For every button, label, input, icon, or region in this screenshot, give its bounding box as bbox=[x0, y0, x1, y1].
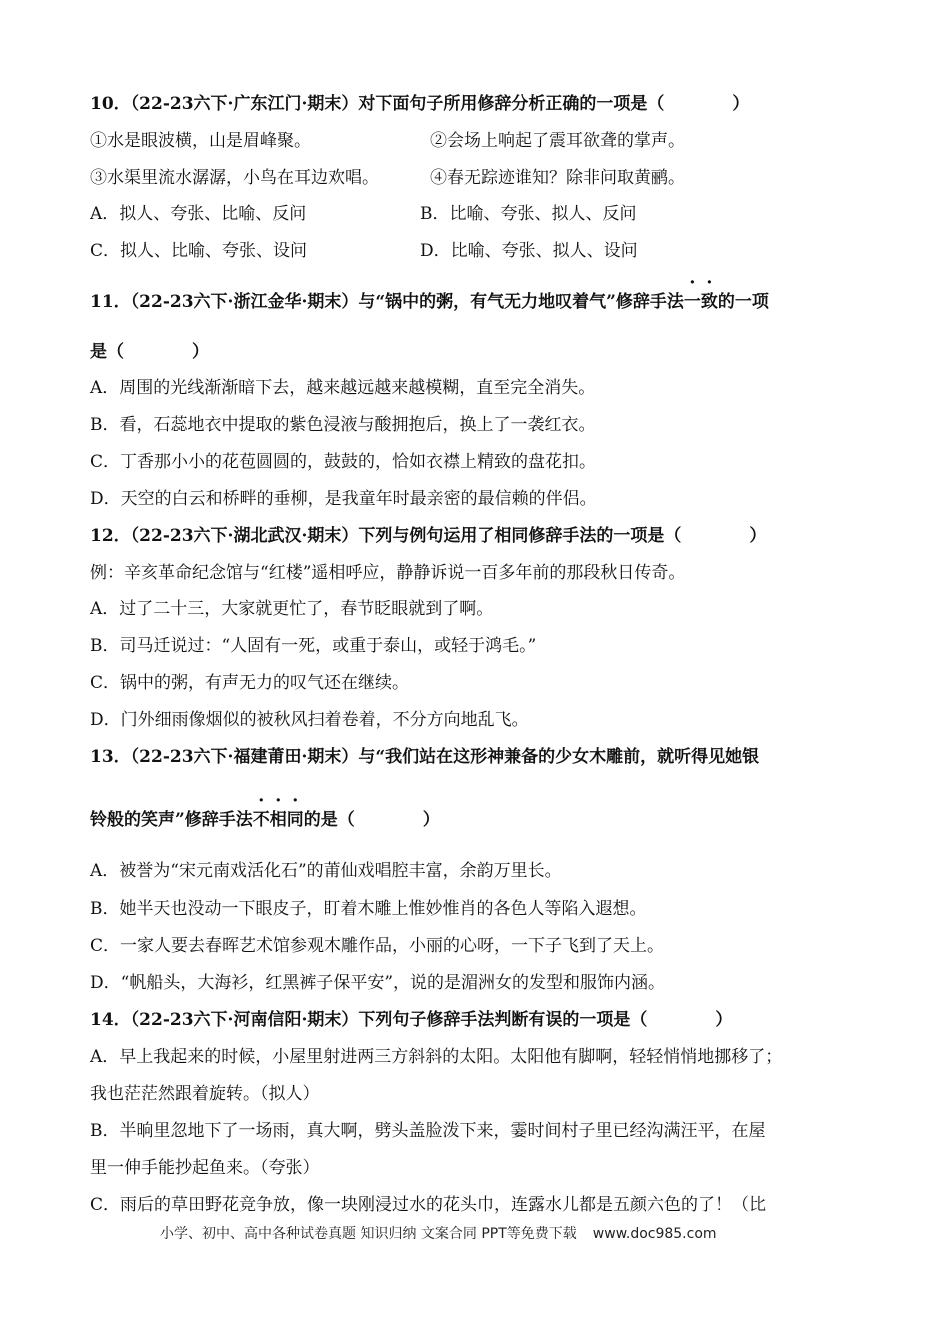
option-a: A．周围的光线渐渐暗下去，越来越远越来越模糊，直至完全消失。 bbox=[90, 378, 596, 398]
option-b: B．看，石蕊地衣中提取的紫色浸液与酸拥抱后，换上了一袭红衣。 bbox=[90, 415, 596, 435]
option-d: D．“帆船头，大海衫，红黑裤子保平安”，说的是湄洲女的发型和服饰内涵。 bbox=[90, 973, 666, 993]
option-a-cont: 我也茫茫然跟着旋转。（拟人） bbox=[90, 1084, 320, 1104]
option-a: A．过了二十三，大家就更忙了，春节眨眼就到了啊。 bbox=[90, 599, 494, 619]
option-b: B．比喻、夸张、拟人、反问 bbox=[420, 204, 637, 224]
emphasis-char: 相 bbox=[269, 810, 287, 830]
option-a: A．拟人、夸张、比喻、反问 bbox=[90, 204, 307, 224]
option-d: D．天空的白云和桥畔的垂柳，是我童年时最亲密的最信赖的伴侣。 bbox=[90, 489, 597, 509]
option-d: D．门外细雨像烟似的被秋风扫着卷着，不分方向地乱飞。 bbox=[90, 710, 529, 730]
question-10-sentences-row1 bbox=[90, 129, 870, 153]
question-13-stem: 13．（22-23六下·福建莆田·期末）与“我们站在这形神兼备的少女木雕前，就听得见她银 bbox=[90, 747, 760, 767]
sentence-1: ①水是眼波横，山是眉峰聚。 bbox=[90, 131, 311, 151]
page-footer bbox=[160, 1224, 860, 1244]
sentence-3: ③水渠里流水潺潺，小鸟在耳边欢唱。 bbox=[90, 168, 379, 188]
option-c: C．一家人要去春晖艺术馆参观木雕作品，小丽的心呀，一下子飞到了天上。 bbox=[90, 936, 665, 956]
emphasis-char: 同 bbox=[286, 810, 304, 830]
question-11-stem-cont: 是（ ） bbox=[90, 342, 209, 362]
option-a: A．早上我起来的时候，小屋里射进两三方斜斜的太阳。太阳他有脚啊，轻轻悄悄地挪移了； bbox=[90, 1047, 783, 1067]
question-10-options-row2 bbox=[90, 239, 870, 263]
option-d: D．比喻、夸张、拟人、设问 bbox=[420, 241, 638, 261]
sentence-2: ②会场上响起了震耳欲聋的掌声。 bbox=[430, 131, 685, 151]
question-10-stem: 10．（22-23六下·广东江门·期末）对下面句子所用修辞分析正确的一项是（ ） bbox=[90, 94, 750, 114]
option-b: B．半晌里忽地下了一场雨，真大啊，劈头盖脸泼下来，霎时间村子里已经沟满汪平，在屋 bbox=[90, 1121, 766, 1141]
question-12-stem: 12．（22-23六下·湖北武汉·期末）下列与例句运用了相同修辞手法的一项是（ ） bbox=[90, 526, 767, 546]
footer-url[interactable]: www.doc985.com bbox=[592, 1226, 717, 1242]
example-sentence: 例：辛亥革命纪念馆与“红楼”遥相呼应，静静诉说一百多年前的那段秋日传奇。 bbox=[90, 563, 686, 583]
option-a: A．被誉为“宋元南戏活化石”的莆仙戏唱腔丰富，余韵万里长。 bbox=[90, 861, 562, 881]
option-b: B．司马迁说过：“人固有一死，或重于泰山，或轻于鸿毛。” bbox=[90, 636, 537, 656]
emphasis-char: 一 bbox=[683, 292, 701, 312]
question-11-stem: 11．（22-23六下·浙江金华·期末）与“锅中的粥，有气无力地叹着气”修辞手法一致的一项 bbox=[90, 292, 769, 312]
option-c: C．锅中的粥，有声无力的叹气还在继续。 bbox=[90, 673, 410, 693]
question-10-options-row1 bbox=[90, 202, 870, 226]
option-c: C．拟人、比喻、夸张、设问 bbox=[90, 241, 308, 261]
option-b-cont: 里一伸手能抄起鱼来。（夸张） bbox=[90, 1158, 320, 1178]
emphasis-char: 不 bbox=[252, 810, 270, 830]
footer-text: 小学、初中、高中各种试卷真题 知识归纳 文案合同 PPT等免费下载 bbox=[160, 1226, 577, 1242]
emphasis-char: 致 bbox=[700, 292, 718, 312]
question-13-stem-cont: 铃般的笑声”修辞手法不相同的是（ ） bbox=[90, 810, 440, 830]
sentence-4: ④春无踪迹谁知？除非问取黄鹂。 bbox=[430, 168, 685, 188]
option-c: C．丁香那小小的花苞圆圆的，鼓鼓的，恰如衣襟上精致的盘花扣。 bbox=[90, 452, 597, 472]
question-14-stem: 14．（22-23六下·河南信阳·期末）下列句子修辞手法判断有误的一项是（ ） bbox=[90, 1010, 733, 1030]
option-c: C．雨后的草田野花竞争放，像一块刚浸过水的花头巾，连露水儿都是五颜六色的了！（比 bbox=[90, 1195, 767, 1215]
option-b: B．她半天也没动一下眼皮子，盯着木雕上惟妙惟肖的各色人等陷入遐想。 bbox=[90, 899, 647, 919]
question-10-sentences-row2 bbox=[90, 166, 870, 190]
